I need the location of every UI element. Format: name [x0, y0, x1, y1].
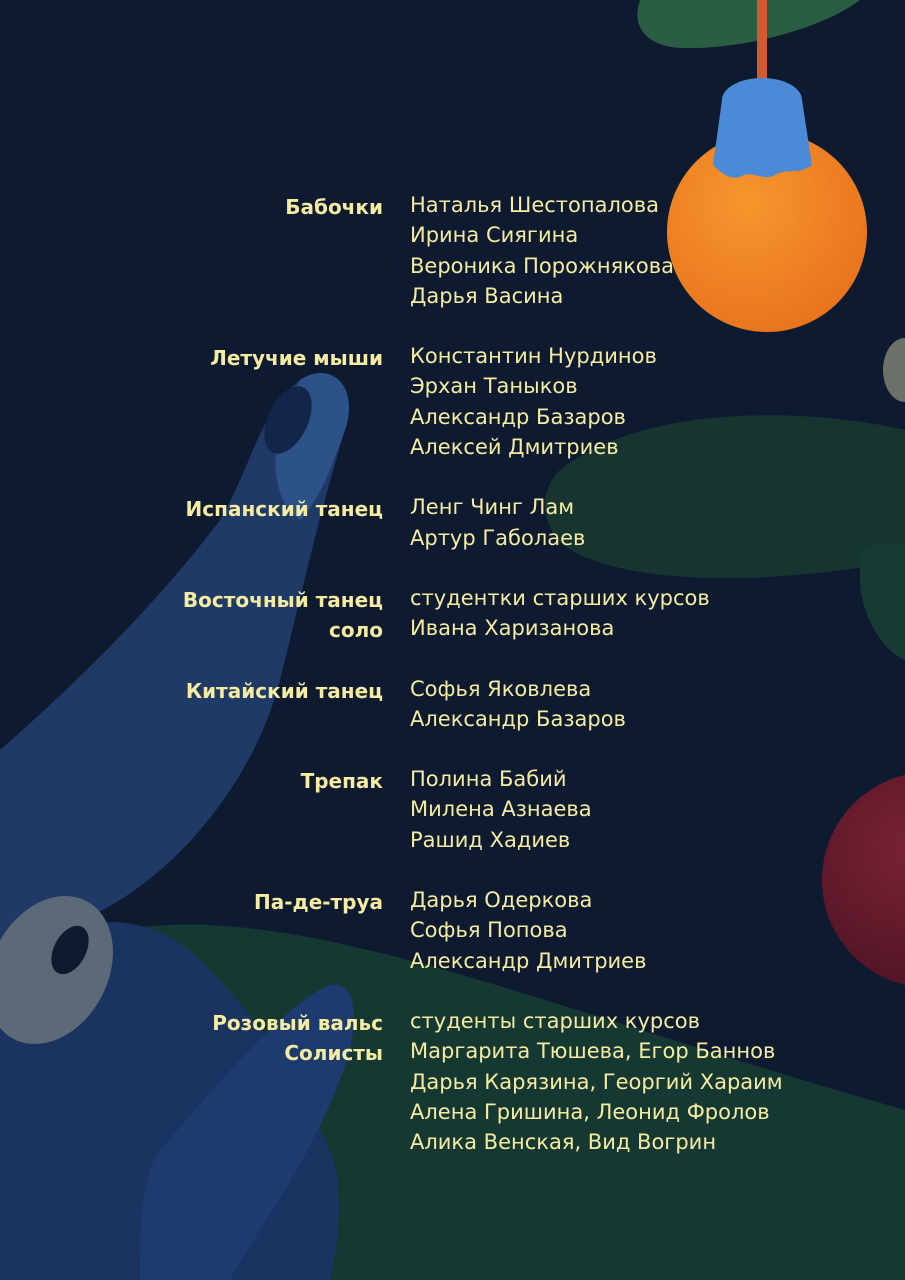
- cast-entry: [0, 190, 905, 311]
- performer-list: Наталья Шестопалова Ирина Сиягина Вероника Порожнякова Дарья Васина: [410, 193, 674, 308]
- role-name: Испанский танец: [185, 497, 383, 522]
- role-name: Китайский танец: [185, 678, 383, 703]
- performer-list: Дарья Одеркова Софья Попова Александр Дмитриев: [410, 888, 647, 973]
- performer-list: Константин Нурдинов Эрхан Таныков Александр Базаров Алексей Дмитриев: [410, 344, 657, 460]
- ornament-cap: [713, 78, 812, 178]
- role-name: Розовый вальс Солисты: [212, 1010, 383, 1065]
- ornament-string: [757, 0, 767, 86]
- role-name: Летучие мыши: [210, 346, 383, 371]
- performer-list: Ленг Чинг Лам Артур Габолаев: [410, 495, 586, 550]
- cast-entry: [0, 583, 905, 644]
- performer-list: студенты старших курсов Маргарита Тюшева, Егор Баннов Дарья Карязина, Георгий Хараим Алена Гришина, Леонид Фролов Алика Венская, Вид Вогрин: [410, 1008, 783, 1155]
- cast-entry: [0, 764, 905, 855]
- cast-entry: [0, 1006, 905, 1157]
- role-name: Восточный танец соло: [182, 587, 383, 642]
- cast-entry: [0, 885, 905, 976]
- role-name: Бабочки: [285, 195, 383, 219]
- performer-list: студентки старших курсов Ивана Харизанова: [410, 585, 710, 641]
- performer-list: Полина Бабий Милена Азнаева Рашид Хадиев: [410, 767, 592, 852]
- performer-list: Софья Яковлева Александр Базаров: [410, 676, 626, 731]
- cast-entry: [0, 492, 905, 553]
- role-name: Трепак: [300, 769, 383, 794]
- cast-list: [0, 190, 905, 1187]
- role-name: Па-де-труа: [254, 890, 383, 915]
- cast-entry: [0, 674, 905, 735]
- cast-entry: [0, 341, 905, 462]
